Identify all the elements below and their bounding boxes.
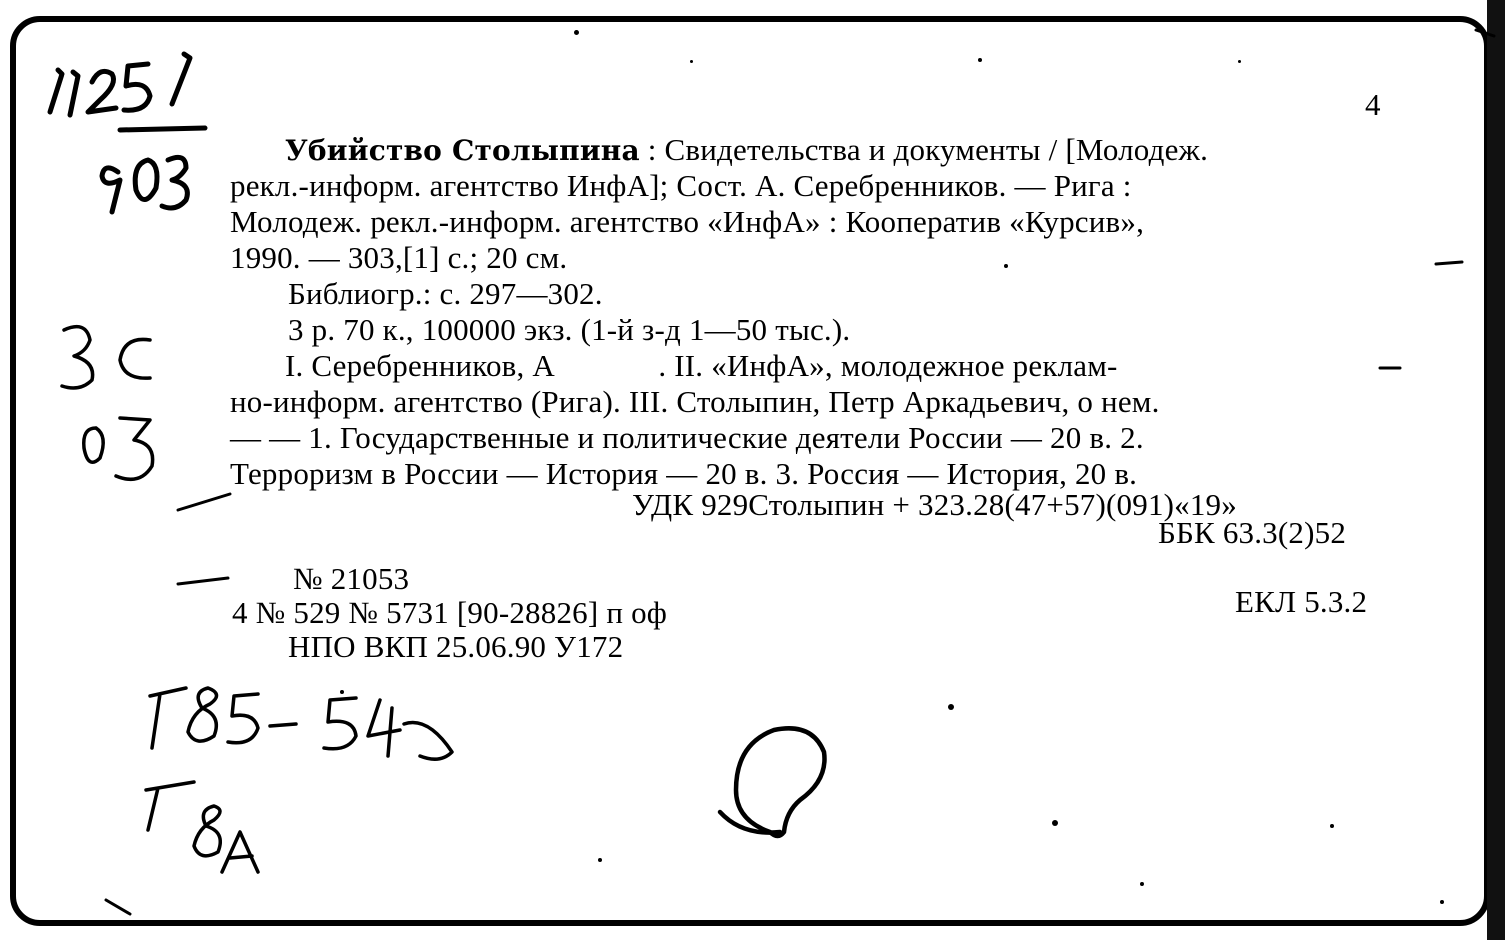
page-number: 4 xyxy=(1365,87,1381,122)
tracings-line-4: Терроризм в России — История — 20 в. 3. Россия — История, 20 в. xyxy=(230,456,1138,491)
udk-code: УДК 929Столыпин + 323.28(47+57)(091)«19» xyxy=(632,487,1237,522)
speck xyxy=(690,60,693,63)
tracings-line-3: — — 1. Государственные и политические деятели России — 20 в. 2. xyxy=(230,420,1144,455)
entry-line-2: рекл.-информ. агентство ИнфА]; Сост. А. Серебренников. — Рига : xyxy=(230,168,1132,203)
tracings-line-2: но-информ. агентство (Рига). III. Столыпин, Петр Аркадьевич, о нем. xyxy=(230,384,1160,419)
speck xyxy=(978,58,982,62)
handwritten-number-903 xyxy=(102,157,187,212)
bbk-code: ББК 63.3(2)52 xyxy=(1158,515,1347,550)
entry-line-3: Молодеж. рекл.-информ. агентство «ИнфА» : Кооператив «Курсив», xyxy=(230,204,1145,239)
speck xyxy=(1052,820,1058,826)
handwritten-mark-03 xyxy=(84,418,153,479)
stray-marks xyxy=(106,30,1494,914)
book-title: Убийство Столыпина xyxy=(285,134,640,167)
card-number: № 21053 xyxy=(293,561,410,596)
printing-info: НПО ВКП 25.06.90 У172 xyxy=(288,629,624,664)
speck xyxy=(340,690,344,694)
entry-line-4: 1990. — 303,[1] с.; 20 см. xyxy=(230,240,568,275)
title-continuation: : Свидетельства и документы / [Молодеж. xyxy=(639,132,1209,167)
handwritten-oval xyxy=(720,728,825,836)
speck xyxy=(1004,264,1008,268)
bibliography-note: Библиогр.: с. 297—302. xyxy=(288,276,603,311)
handwritten-mark-zs xyxy=(62,327,150,388)
speck xyxy=(948,704,954,710)
tracings-line-1: I. Серебренников, А . II. «ИнфА», молодежное реклам- xyxy=(285,348,1118,383)
handwritten-shelf-code xyxy=(150,688,452,759)
speck xyxy=(574,30,579,35)
speck xyxy=(1440,900,1444,904)
speck xyxy=(1330,824,1334,828)
speck xyxy=(598,858,602,862)
order-line: 4 № 529 № 5731 [90-28826] п оф xyxy=(232,595,668,630)
ekl-code: ЕКЛ 5.3.2 xyxy=(1235,584,1368,619)
handwritten-number-1251 xyxy=(50,54,205,130)
speck xyxy=(1238,60,1241,63)
price-note: 3 р. 70 к., 100000 экз. (1-й з-д 1—50 тыс.). xyxy=(288,312,851,347)
handwritten-letters xyxy=(146,782,258,872)
speck xyxy=(1140,882,1144,886)
